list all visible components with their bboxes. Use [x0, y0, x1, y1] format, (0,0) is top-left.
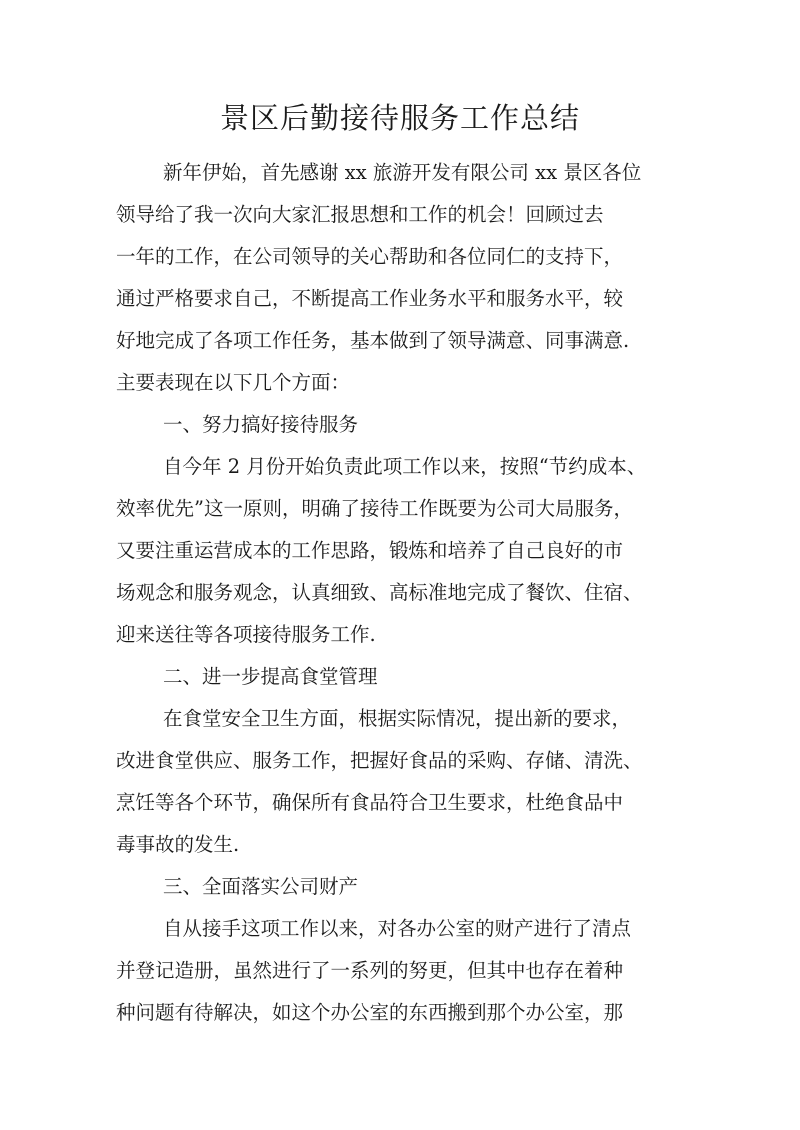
body-line: 烹饪等各个环节，确保所有食品符合卫生要求，杜绝食品中 — [116, 791, 624, 814]
body-line: 在食堂安全卫生方面，根据实际情况，提出新的要求， — [163, 707, 632, 730]
body-line: 三、全面落实公司财产 — [163, 875, 359, 898]
body-line: 种问题有待解决，如这个办公室的东西搬到那个办公室，那 — [116, 1001, 624, 1024]
body-line: 改进食堂供应、服务工作，把握好食品的采购、存储、清洗、 — [116, 749, 643, 772]
body-line: 通过严格要求自己，不断提高工作业务水平和服务水平，较 — [116, 287, 624, 310]
body-line: 毒事故的发生. — [116, 833, 240, 856]
body-line: 领导给了我一次向大家汇报思想和工作的机会！回顾过去 — [116, 203, 604, 226]
body-line: 二、进一步提高食堂管理 — [163, 665, 378, 688]
body-line: 又要注重运营成本的工作思路，锻炼和培养了自己良好的市 — [116, 539, 624, 562]
body-line: 迎来送往等各项接待服务工作. — [116, 623, 376, 646]
body-line: 并登记造册，虽然进行了一系列的努更，但其中也存在着种 — [116, 959, 624, 982]
body-line: 自今年 2 月份开始负责此项工作以来，按照“节约成本、 — [163, 455, 647, 478]
body-line: 场观念和服务观念，认真细致、高标准地完成了餐饮、住宿、 — [116, 581, 643, 604]
body-line: 自从接手这项工作以来，对各办公室的财产进行了清点 — [163, 917, 632, 940]
body-line: 新年伊始，首先感谢 xx 旅游开发有限公司 xx 景区各位 — [163, 161, 642, 184]
body-line: 效率优先”这一原则，明确了接待工作既要为公司大局服务， — [116, 497, 633, 520]
body-line: 好地完成了各项工作任务，基本做到了领导满意、同事满意. — [116, 329, 630, 352]
body-line: 主要表现在以下几个方面： — [116, 371, 351, 394]
document-title: 景区后勤接待服务工作总结 — [219, 101, 580, 135]
body-line: 一、努力搞好接待服务 — [163, 413, 359, 436]
body-line: 一年的工作，在公司领导的关心帮助和各位同仁的支持下， — [116, 245, 624, 268]
